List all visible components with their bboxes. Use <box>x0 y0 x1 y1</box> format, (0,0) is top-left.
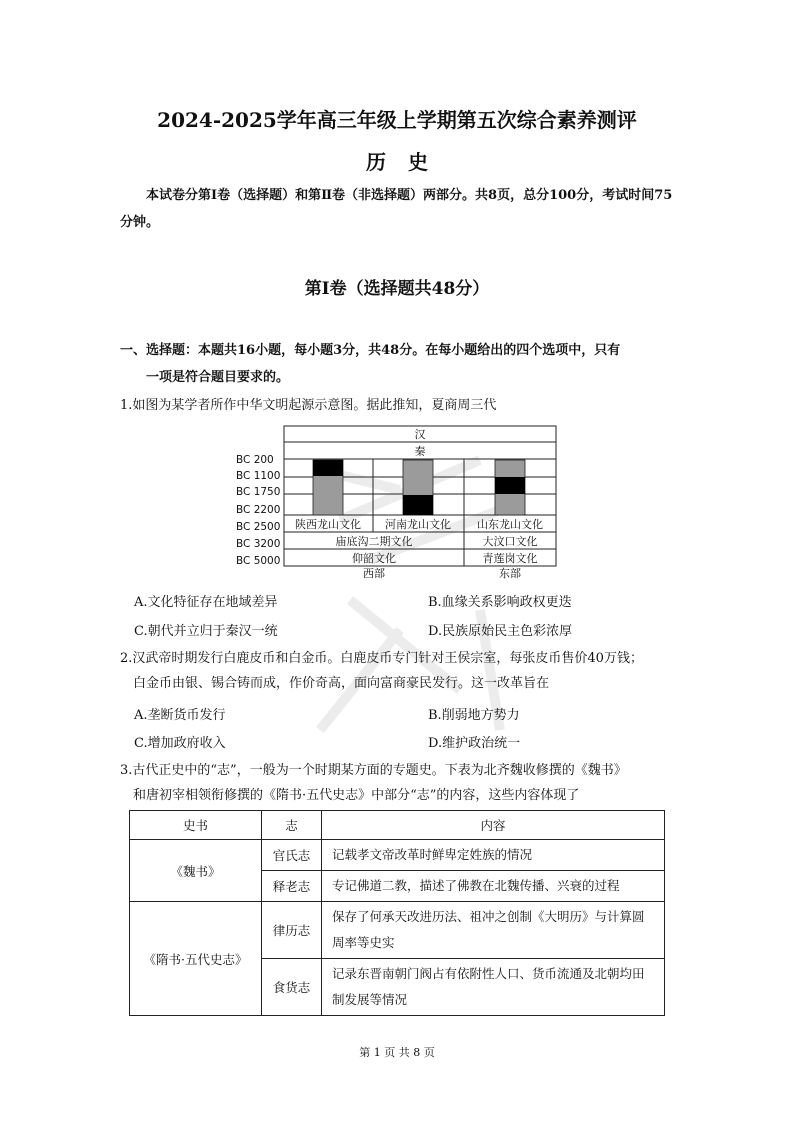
q3-stem-line-1: 3.古代正史中的“志”，一般为一个时期某方面的专题史。下表为北齐魏收修撰的《魏书》 <box>120 763 627 778</box>
header-zhi: 志 <box>262 811 322 840</box>
y-label: BC 5000 <box>236 555 281 567</box>
content-cell: 记录东晋南朝门阀占有依附性人口、货币流通及北朝均田制发展等情况 <box>322 959 665 1016</box>
section-instruction <box>120 337 680 391</box>
culture-label: 山东龙山文化 <box>477 518 543 531</box>
q1-option-d[interactable]: D.民族原始民主色彩浓厚 <box>428 624 573 639</box>
culture-label: 陕西龙山文化 <box>295 518 361 531</box>
q2-stem-line-1: 2.汉武帝时期发行白鹿皮币和白金币。白鹿皮币专门针对王侯宗室，每张皮币售价40万钱； <box>120 651 643 666</box>
page-footer: 第 1 页 共 8 页 <box>359 1046 435 1059</box>
zhi-cell: 释老志 <box>262 871 322 902</box>
zhi-cell: 律历志 <box>262 902 322 959</box>
q1-option-c[interactable]: C.朝代并立归于秦汉一统 <box>134 624 278 639</box>
subject-title: 历史 <box>366 150 450 174</box>
question-1-stem: 1.如图为某学者所作中华文明起源示意图。据此推知，夏商周三代 <box>120 398 497 413</box>
q1-option-a[interactable]: A.文化特征存在地域差异 <box>134 595 278 610</box>
q3-stem-line-2: 和唐初宰相领衔修撰的《隋书·五代史志》中部分“志”的内容，这些内容体现了 <box>133 788 580 803</box>
q2-option-b[interactable]: B.削弱地方势力 <box>428 708 520 723</box>
bar-henan-black <box>403 495 433 515</box>
figure-svg <box>236 422 558 580</box>
civilization-origin-figure <box>236 422 558 580</box>
content-cell: 保存了何承天改进历法、祖冲之创制《大明历》与计算圆周率等史实 <box>322 902 665 959</box>
header-content: 内容 <box>322 811 665 840</box>
region-label: 东部 <box>499 567 521 580</box>
section-title: 第Ⅰ卷（选择题共48分） <box>304 279 490 299</box>
y-label: BC 3200 <box>236 538 281 550</box>
q2-option-a[interactable]: A.垄断货币发行 <box>134 708 226 723</box>
culture-label: 大汶口文化 <box>482 535 538 548</box>
y-label: BC 1100 <box>236 470 281 482</box>
table-row <box>130 902 665 959</box>
culture-label: 河南龙山文化 <box>385 518 451 531</box>
zhi-table <box>129 810 665 1016</box>
q1-option-b[interactable]: B.血缘关系影响政权更迭 <box>428 595 572 610</box>
instruction-line-1: 一、选择题：本题共16小题，每小题3分，共48分。在每小题给出的四个选项中，只有 <box>120 343 621 358</box>
question-3-stem <box>120 758 700 808</box>
q2-option-d[interactable]: D.维护政治统一 <box>428 736 521 751</box>
content-cell: 专记佛道二教，描述了佛教在北魏传播、兴衰的过程 <box>322 871 665 902</box>
instruction-line-2: 一项是符合题目要求的。 <box>146 370 290 385</box>
bar-shandong-black <box>495 477 525 494</box>
book-cell: 《魏书》 <box>130 840 262 902</box>
y-label: BC 2500 <box>236 521 281 533</box>
culture-label: 庙底沟二期文化 <box>335 535 413 548</box>
q2-stem-line-2: 白金币由银、锡合铸而成，作价奇高，面向富商豪民发行。这一改革旨在 <box>133 676 550 691</box>
exam-title: 2024-2025学年高三年级上学期第五次综合素养测评 <box>157 108 637 132</box>
y-label: BC 1750 <box>236 486 281 498</box>
culture-label: 青莲岗文化 <box>482 552 538 565</box>
zhi-cell: 食货志 <box>262 959 322 1016</box>
content-cell: 记载孝文帝改革时鲜卑定姓族的情况 <box>322 840 665 871</box>
label-qin: 秦 <box>414 445 426 458</box>
book-cell: 《隋书·五代史志》 <box>130 902 262 1016</box>
y-label: BC 2200 <box>236 504 281 516</box>
bar-shaanxi-black <box>313 460 343 476</box>
zhi-cell: 官氏志 <box>262 840 322 871</box>
exam-intro: 本试卷分第Ⅰ卷（选择题）和第Ⅱ卷（非选择题）两部分。共8页，总分100分，考试时间75分钟。 <box>120 188 673 230</box>
table-row <box>130 840 665 871</box>
region-label: 西部 <box>363 567 385 580</box>
table-header-row <box>130 811 665 840</box>
y-label: BC 200 <box>236 454 274 466</box>
question-2-stem <box>120 646 700 696</box>
culture-label: 仰韶文化 <box>352 552 396 565</box>
header-book: 史书 <box>130 811 262 840</box>
q2-option-c[interactable]: C.增加政府收入 <box>134 736 226 751</box>
label-han: 汉 <box>414 428 426 441</box>
